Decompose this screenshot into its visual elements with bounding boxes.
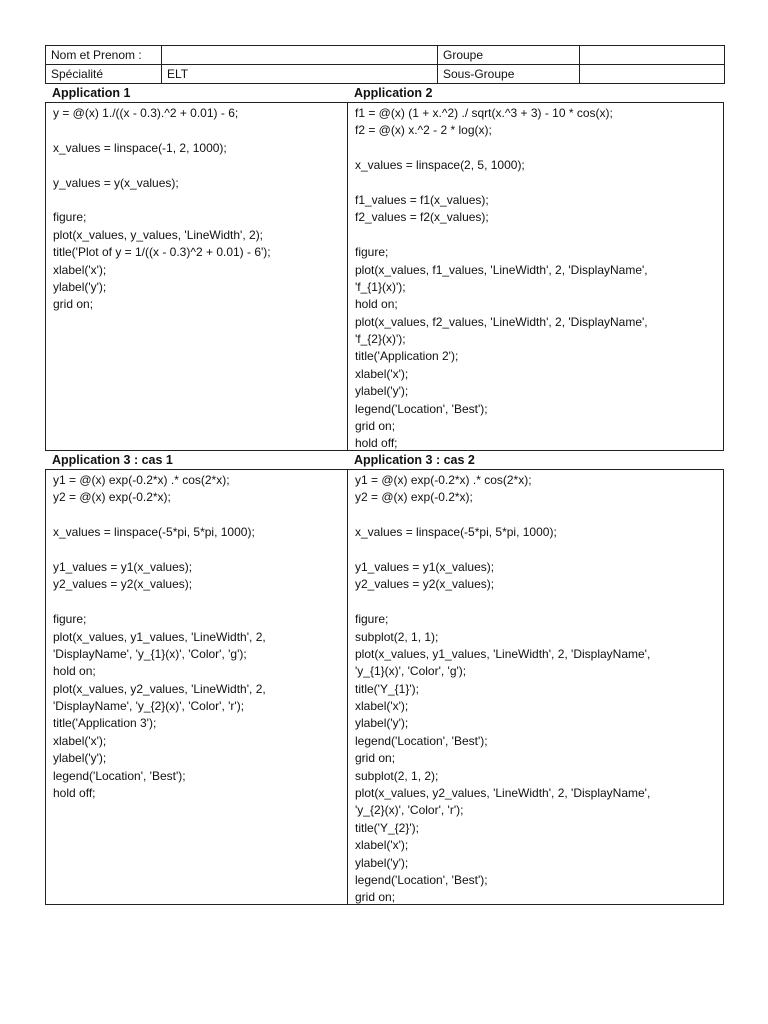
code-line: ylabel('y'); [355,716,409,731]
code-line: f2 = @(x) x.^2 - 2 * log(x); [355,123,492,138]
code-line: ylabel('y'); [53,751,107,766]
code-line: plot(x_values, y_values, 'LineWidth', 2); [53,227,264,242]
code-line: plot(x_values, y2_values, 'LineWidth', 2, [53,681,266,696]
section-title: Application 1 [52,86,131,100]
section-application-3-cas-2 [347,451,724,905]
code-line: f2_values = f2(x_values); [355,210,489,225]
code-line: title('Application 3'); [53,716,157,731]
code-line: ylabel('y'); [53,279,107,294]
code-line [355,140,719,157]
code-line [53,507,343,524]
section-title: Application 3 : cas 1 [52,453,173,467]
code-line: figure; [53,210,87,225]
section-application-2 [347,84,724,451]
code-line: 'DisplayName', 'y_{2}(x)', 'Color', 'r'); [53,699,245,714]
code-line: y2 = @(x) exp(-0.2*x); [355,490,473,505]
subgroup-label: Sous-Groupe [438,65,580,84]
code-line [53,192,343,209]
section-application-3-cas-1 [45,451,347,905]
code-line: y1_values = y1(x_values); [355,559,495,574]
group-value[interactable] [580,46,725,65]
code-line: grid on; [355,890,396,905]
code-line: y_values = y(x_values); [53,175,179,190]
code-line: f1_values = f1(x_values); [355,192,489,207]
code-line: xlabel('x'); [355,838,409,853]
code-line [53,594,343,611]
code-box [45,102,347,451]
code-line: y2 = @(x) exp(-0.2*x); [53,490,171,505]
code-line: y = @(x) 1./((x - 0.3).^2 + 0.01) - 6; [53,106,239,120]
code-line: grid on; [355,751,396,766]
code-line: legend('Location', 'Best'); [355,401,488,416]
code-line: grid on; [53,297,94,312]
code-line [53,157,343,174]
section-application-1 [45,84,347,451]
code-line: x_values = linspace(-1, 2, 1000); [53,140,227,155]
speciality-label: Spécialité [46,65,162,84]
code-line [355,594,719,611]
code-line: 'f_{2}(x)'); [355,332,406,347]
code-line [355,542,719,559]
code-line: hold off; [53,786,96,801]
code-line: xlabel('x'); [53,262,107,277]
code-line: title('Plot of y = 1/((x - 0.3)^2 + 0.01) - 6'); [53,245,271,260]
info-row-name [46,46,725,65]
code-line: title('Application 2'); [355,349,459,364]
code-line: ylabel('y'); [355,855,409,870]
code-line: title('Y_{1}'); [355,681,419,696]
code-line: 'y_{2}(x)', 'Color', 'r'); [355,803,464,818]
code-line: y2_values = y2(x_values); [53,577,193,592]
name-label: Nom et Prenom : [46,46,162,65]
code-line [355,227,719,244]
code-line: xlabel('x'); [53,733,107,748]
code-line: plot(x_values, y1_values, 'LineWidth', 2, 'DisplayName', [355,646,651,661]
code-box [347,469,724,905]
code-line: plot(x_values, y1_values, 'LineWidth', 2, [53,629,266,644]
student-info-table [45,45,725,84]
code-line: legend('Location', 'Best'); [53,768,186,783]
speciality-value[interactable]: ELT [162,65,438,84]
code-line: y1_values = y1(x_values); [53,559,193,574]
code-line [355,507,719,524]
code-box [45,469,347,905]
code-line: grid on; [355,419,396,434]
info-row-speciality [46,65,725,84]
code-line: y1 = @(x) exp(-0.2*x) .* cos(2*x); [355,473,532,487]
code-line: x_values = linspace(-5*pi, 5*pi, 1000); [53,525,255,540]
row-applications-1-2 [45,84,724,451]
code-line: xlabel('x'); [355,699,409,714]
code-line: x_values = linspace(2, 5, 1000); [355,158,525,173]
code-line: plot(x_values, f2_values, 'LineWidth', 2, 'DisplayName', [355,314,648,329]
code-line: ylabel('y'); [355,384,409,399]
code-line: 'y_{1}(x)', 'Color', 'g'); [355,664,467,679]
code-line: figure; [53,612,87,627]
code-line: y2_values = y2(x_values); [355,577,495,592]
code-line: xlabel('x'); [355,366,409,381]
code-line: subplot(2, 1, 1); [355,629,439,644]
code-line: hold on; [53,664,96,679]
code-line: x_values = linspace(-5*pi, 5*pi, 1000); [355,525,557,540]
code-line: 'f_{1}(x)'); [355,279,406,294]
code-line: legend('Location', 'Best'); [355,872,488,887]
code-line: title('Y_{2}'); [355,820,419,835]
code-line [53,542,343,559]
name-value[interactable] [162,46,438,65]
code-line: plot(x_values, y2_values, 'LineWidth', 2, 'DisplayName', [355,786,651,801]
worksheet [45,45,724,905]
code-line: plot(x_values, f1_values, 'LineWidth', 2, 'DisplayName', [355,262,648,277]
code-line [53,122,343,139]
code-line: hold on; [355,297,398,312]
code-box [347,102,724,451]
code-line: figure; [355,612,389,627]
group-label: Groupe [438,46,580,65]
code-line [355,175,719,192]
code-line: subplot(2, 1, 2); [355,768,439,783]
code-line: legend('Location', 'Best'); [355,733,488,748]
subgroup-value[interactable] [580,65,725,84]
section-title: Application 3 : cas 2 [354,453,475,467]
code-line: f1 = @(x) (1 + x.^2) ./ sqrt(x.^3 + 3) - 10 * cos(x); [355,106,613,120]
row-application-3 [45,451,724,905]
code-line: 'DisplayName', 'y_{1}(x)', 'Color', 'g'); [53,646,247,661]
code-line: figure; [355,245,389,260]
code-line: y1 = @(x) exp(-0.2*x) .* cos(2*x); [53,473,230,487]
code-line: hold off; [355,436,398,451]
section-title: Application 2 [354,86,433,100]
